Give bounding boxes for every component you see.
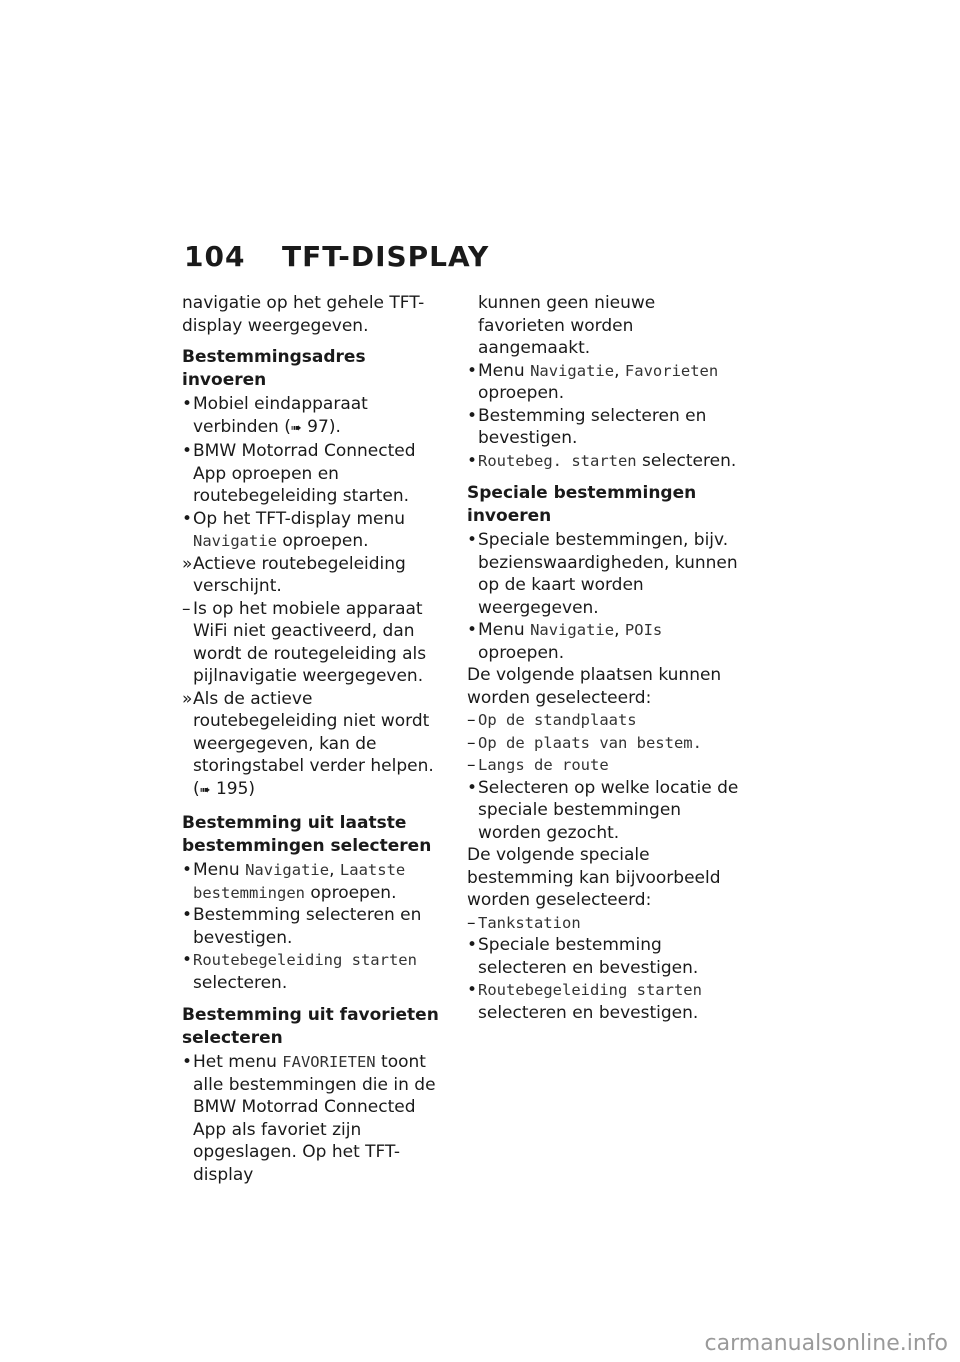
- result-marker: »: [182, 688, 193, 709]
- menu-name: Favorieten: [624, 361, 719, 380]
- list-item: • Routebegeleiding starten selecteren.: [182, 950, 417, 993]
- list-item: • Routebeg. starten selecteren.: [467, 450, 737, 471]
- menu-name: Navigatie: [530, 361, 615, 380]
- list-item: • Menu Navigatie, Laatste bestemmingen oproepen.: [182, 860, 406, 903]
- section-heading: Speciale bestemmingen invoeren: [467, 483, 697, 526]
- bullet-marker: •: [182, 950, 193, 970]
- list-item: • Bestemming selecteren en bevestigen.: [467, 405, 707, 448]
- list-item: • Menu Navigatie, Favorieten oproepen.: [467, 360, 719, 403]
- page-number: 104: [184, 240, 246, 273]
- bullet-marker: •: [467, 405, 478, 426]
- option-item: [467, 732, 739, 755]
- left-column: [182, 292, 454, 1186]
- dash-marker: –: [467, 710, 476, 730]
- bullet-marker: •: [467, 620, 478, 640]
- option-name: Tankstation: [478, 913, 581, 932]
- menu-name: FAVORIETEN: [282, 1053, 376, 1071]
- bullet-marker: •: [182, 905, 193, 925]
- bullet-marker: •: [467, 450, 478, 471]
- list-item: • Op het TFT-display menu Navigatie oproepen.: [182, 508, 406, 551]
- list-item: • Het menu FAVORIETEN toont alle bestemmingen die in de BMW Motorrad Connected App als favoriet zijn opgeslagen. Op het TFT-display: [182, 1052, 436, 1185]
- option-name: Op de standplaats: [478, 711, 637, 729]
- section-heading: Bestemming uit laatste bestemmingen selecteren: [182, 813, 432, 856]
- menu-name: Navigatie: [245, 861, 330, 879]
- page-reference: 195: [215, 778, 249, 799]
- body-text: De volgende speciale bestemming kan bijvoorbeeld worden geselecteerd:: [467, 845, 721, 910]
- chapter-title: TFT-DISPLAY: [282, 240, 490, 273]
- body-text: De volgende plaatsen kunnen worden geselecteerd:: [467, 665, 722, 708]
- intro-text: navigatie op het gehele TFT-display weergegeven.: [182, 293, 425, 336]
- menu-name: Navigatie: [530, 621, 615, 639]
- arrow-icon: ➠: [199, 782, 211, 798]
- menu-name: Routebegeleiding starten: [478, 981, 702, 999]
- dash-item: – Is op het mobiele apparaat WiFi niet geactiveerd, dan wordt de routegeleiding als pijlnavigatie weergegeven.: [182, 598, 427, 686]
- list-item: • Speciale bestemming selecteren en bevestigen.: [467, 935, 699, 978]
- dash-marker: –: [467, 912, 476, 933]
- option-item: [467, 709, 739, 732]
- section-heading: Bestemming uit favorieten selecteren: [182, 1005, 439, 1048]
- dash-marker: –: [182, 598, 191, 619]
- bullet-marker: •: [182, 860, 193, 880]
- list-item: • Menu Navigatie, POIs oproepen.: [467, 620, 663, 663]
- option-name: Langs de route: [478, 756, 609, 774]
- bullet-marker: •: [182, 1052, 193, 1072]
- page-reference: 97: [307, 416, 329, 437]
- page-header: [184, 240, 489, 273]
- menu-name: POIs: [624, 621, 663, 639]
- continued-text: kunnen geen nieuwe favorieten worden aangemaakt.: [478, 293, 656, 358]
- menu-name: Routebegeleiding starten: [193, 951, 417, 969]
- list-item: • BMW Motorrad Connected App oproepen en routebegeleiding starten.: [182, 441, 416, 506]
- menu-name: Navigatie: [193, 532, 277, 550]
- list-item: • Mobiel eindapparaat verbinden (➠ 97).: [182, 394, 368, 437]
- result-item: » Als de actieve routebegeleiding niet wordt weergegeven, kan de storingstabel verder helpen. (➠ 195): [182, 688, 434, 799]
- option-name: Op de plaats van bestem.: [478, 733, 702, 752]
- watermark: carmanualsonline.info: [704, 1331, 948, 1356]
- option-item: [467, 912, 739, 935]
- right-column: [467, 292, 739, 1024]
- result-marker: »: [182, 553, 193, 574]
- option-item: [467, 754, 739, 777]
- arrow-icon: ➠: [290, 420, 302, 436]
- bullet-marker: •: [467, 935, 478, 955]
- bullet-marker: •: [182, 441, 193, 461]
- bullet-marker: •: [182, 394, 193, 414]
- section-heading: Bestemmingsadres invoeren: [182, 347, 366, 390]
- list-item: • Selecteren op welke locatie de speciale bestemmingen worden gezocht.: [467, 777, 739, 843]
- bullet-marker: •: [467, 530, 478, 550]
- bullet-marker: •: [182, 508, 193, 529]
- bullet-marker: •: [467, 777, 478, 798]
- bullet-marker: •: [467, 360, 478, 381]
- menu-name: Routebeg. starten: [478, 451, 637, 470]
- menu-name: Laatste bestemmingen: [193, 861, 406, 902]
- list-item: • Speciale bestemmingen, bijv. bezienswaardigheden, kunnen op de kaart worden weergegeven.: [467, 530, 738, 618]
- bullet-marker: •: [467, 980, 478, 1000]
- list-item: • Routebegeleiding starten selecteren en bevestigen.: [467, 980, 702, 1023]
- dash-marker: –: [467, 732, 476, 753]
- result-item: » Actieve routebegeleiding verschijnt.: [182, 553, 406, 596]
- list-item: • Bestemming selecteren en bevestigen.: [182, 905, 422, 948]
- dash-marker: –: [467, 755, 476, 775]
